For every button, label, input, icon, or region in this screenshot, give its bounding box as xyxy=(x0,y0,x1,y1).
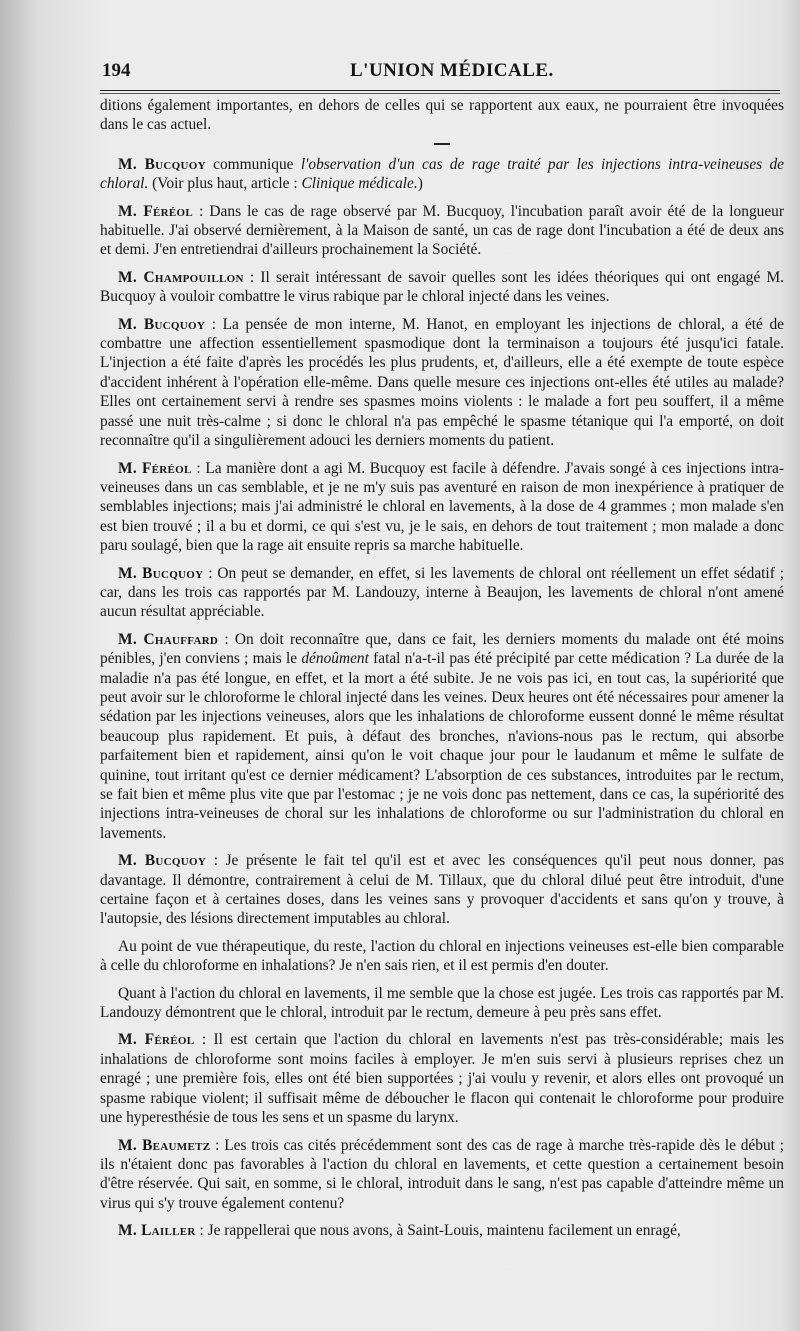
speaker-name: M. Champouillon xyxy=(118,268,244,286)
page-number: 194 xyxy=(102,60,131,81)
paragraph-text: : Il est certain que l'action du chloral en lavements n'est pas très-considérable; mais les inhalations de chloroforme sont moins faciles à employer. Je m'en suis servi à plusieurs reprises chez un enragé ; une première fois, elles ont été bien supportées ; j'ai voulu y revenir, et alors elles ont provoqué un spasme rabique violent; il suffisait même de déboucher le flacon qui contenait le chloroforme pour produire une hyperesthésie de tous les sens et un spasme du larynx. xyxy=(100,1031,784,1127)
paragraph-2 xyxy=(100,202,784,260)
speaker-name: M. Bucquoy xyxy=(118,852,207,870)
paragraph-9 xyxy=(100,937,784,976)
paragraph-5 xyxy=(100,459,784,556)
paragraph-text: : Je présente le fait tel qu'il est et avec les conséquences qu'il peut nous donner, pas davantage. Il démontre, contrairement à celui de M. Tillaux, que du chloral dilué peut être introduit, d'une certaine façon et à certaines doses, dans les veines sans y provoquer d'accidents et sans qu'on y trouve, à l'autopsie, des lésions directement imputables au chloral. xyxy=(100,852,785,928)
paragraph-8 xyxy=(100,851,784,929)
paragraph-text: ditions également importantes, en dehors de celles qui se rapportent aux eaux, ne pourraient être invoquées dans le cas actuel. xyxy=(100,97,784,134)
body-text xyxy=(100,96,784,1249)
paragraph-10 xyxy=(100,984,784,1023)
article-reference: Clinique médicale. xyxy=(301,175,418,193)
paragraph-6 xyxy=(100,564,784,622)
paragraph-text: : La pensée de mon interne, M. Hanot, en employant les injections de chloral, a été de combattre une affection essentiellement spasmodique dont la terminaison a toujours été jusqu'ici fatale. L'injection a été faite d'après les procédés les plus prudents, et, d'ailleurs, elle a été exempte de toute espèce d'accident inhérent à l'opération elle-même. Dans quelle mesure ces injections ont-elles été utiles au malade? Elles ont certainement servi à rendre ses spasmes moins violents : le malade a fort peu souffert, il a même passé une nuit très-calme ; si donc le chloral n'a pas empêché le spasme tétanique qui l'a emporté, on doit reconnaître qu'il a singulièrement adouci les derniers moments du patient. xyxy=(100,315,785,450)
paragraph-3 xyxy=(100,268,784,307)
paragraph-11 xyxy=(100,1030,784,1127)
paragraph-4 xyxy=(100,315,784,451)
paragraph-0 xyxy=(100,96,784,135)
paragraph-7 xyxy=(100,630,784,843)
paragraph-text: : La manière dont a agi M. Bucquoy est facile à défendre. J'avais songé à ces injections intra-veineuses dans un cas semblable, et je ne m'y suis pas aventuré en raison de mon inexpérience à pratiquer de semblables injections; mais j'ai administré le chloral en lavements, à la dose de 4 grammes ; mon malade s'en est bien trouvé ; il a bu et dormi, ce qui s'est vu, je le sais, en dehors de tout traitement ; mon malade a donc paru soulagé, bien que la rage ait ensuite repris sa marche habituelle. xyxy=(100,459,784,555)
section-separator xyxy=(434,143,450,145)
observation-title: l'observation d'un cas de rage traité par les injections intra-veineuses de chloral. xyxy=(100,155,785,193)
speaker-name: M. Féréol xyxy=(118,1031,195,1049)
speaker-name: M. Chauffard xyxy=(118,630,219,648)
paragraph-text: Quant à l'action du chloral en lavements, il me semble que la chose est jugée. Les trois cas rapportés par M. Landouzy démontrent que le chloral, introduit par le rectum, demeure à peu près sans effet. xyxy=(100,984,784,1022)
speaker-name: M. Lailler xyxy=(118,1222,196,1240)
paragraph-13 xyxy=(100,1221,784,1240)
running-title: L'UNION MÉDICALE. xyxy=(350,60,554,81)
paragraph-text: : On peut se demander, en effet, si les lavements de chloral ont réellement un effet sédatif ; car, dans les trois cas rapportés par M. Landouzy, interne à Beaujon, les lavements de chloral n'ont amené aucun résultat appréciable. xyxy=(100,564,784,621)
page-header xyxy=(100,58,780,88)
emphasized-word: dénoûment xyxy=(301,650,369,668)
speaker-name: M. Beaumetz xyxy=(118,1136,211,1154)
paragraph-text: fatal n'a-t-il pas été précipité par cette médication ? La durée de la maladie n'a pas été longue, en effet, et la mort a été subite. Je ne vois pas ici, en tout cas, la supériorité que peut avoir sur le chloroforme le chloral injecté dans les veines. Deux heures ont été nécessaires pour amener la sédation par les injections veineuses, alors que les inhalations de chloroforme eussent donné le même résultat beaucoup plus rapidement. Et puis, à défaut des bronches, n'avions-nous pas le rectum, qui absorbe parfaitement bien et rapidement, ainsi qu'on le voit chaque jour pour le laudanum et même le sulfate de quinine, tout irritant qu'est ce dernier médicament? L'absorption de ces substances, introduites par le rectum, se fait bien et même plus vite que par l'estomac ; je ne vois donc pas nettement, dans ce cas, la supériorité des injections intra-veineuses de choral sur les inhalations de chloroforme ou sur l'administration du chloral en lavements. xyxy=(100,650,784,842)
paragraph-text: (Voir plus haut, article : xyxy=(148,175,302,193)
speaker-name: M. Féréol xyxy=(118,202,194,220)
paragraph-text: communique xyxy=(205,155,301,173)
speaker-name: M. Bucquoy xyxy=(118,155,206,173)
paragraph-text: Au point de vue thérapeutique, du reste, l'action du chloral en injections veineuses est-elle bien comparable à celle du chloroforme en inhalations? Je n'en sais rien, et il est permis d'en douter. xyxy=(100,937,784,975)
paragraph-text: : Dans le cas de rage observé par M. Bucquoy, l'incubation paraît avoir été de la longueur habituelle. J'ai observé dernièrement, à la Maison de santé, un cas de rage dont l'incubation a été de deux ans et demi. J'en entretiendrai d'ailleurs prochainement la Société. xyxy=(100,202,784,259)
header-rule xyxy=(100,90,780,91)
paragraph-text: : Les trois cas cités précédemment sont des cas de rage à marche très-rapide dès le début ; ils n'étaient donc pas favorables à l'action du chloral en lavements, et cette question a certainement besoin d'être réservée. Qui sait, en somme, si le chloral, introduit dans le sang, n'est pas capable d'atteindre même un virus qui s'y trouve également contenu? xyxy=(100,1136,785,1212)
header-rule-thin xyxy=(100,93,780,94)
paragraph-text: ) xyxy=(417,175,423,193)
speaker-name: M. Féréol xyxy=(118,459,192,477)
paragraph-text: : Il serait intéressant de savoir quelles sont les idées théoriques qui ont engagé M. Bucquoy à vouloir combattre le virus rabique par le chloral injecté dans les veines. xyxy=(100,268,784,306)
paragraph-text: : On doit reconnaître que, dans ce fait, les derniers moments du malade ont été moins pénibles, j'en conviens ; mais le xyxy=(100,630,784,668)
paragraph-1 xyxy=(100,155,784,194)
paragraph-12 xyxy=(100,1136,784,1214)
speaker-name: M. Bucquoy xyxy=(118,564,204,582)
speaker-name: M. Bucquoy xyxy=(118,315,206,333)
paragraph-text: : Je rappellerai que nous avons, à Saint-Louis, maintenu facilement un enragé, xyxy=(195,1222,681,1240)
